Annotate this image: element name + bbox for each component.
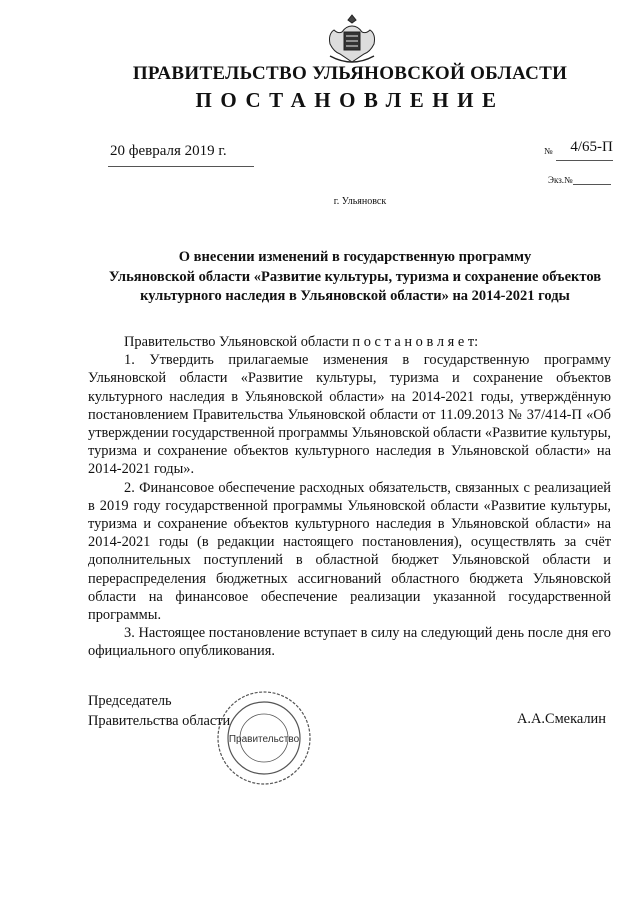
number-underline xyxy=(556,160,613,161)
paragraph-1: 1. Утвердить прилагаемые изменения в государственную программу Ульяновской области «Развитие культуры, туризма и сохранение объектов культурного наследия в Ульяновской области» на 2014-2021 годы, утверждённую постановлением Правительства Ульяновской области от 11.09.2013 № 37/414-П «Об утверждении государственной программы Ульяновской области «Развитие культуры, туризма и сохранение объектов культурного наследия в Ульяновской области» на 2014-2021 годы». xyxy=(88,352,611,478)
signatory-position xyxy=(88,691,230,731)
government-name: ПРАВИТЕЛЬСТВО УЛЬЯНОВСКОЙ ОБЛАСТИ xyxy=(132,63,568,84)
coat-of-arms-icon xyxy=(326,12,378,66)
copy-underline xyxy=(573,176,611,185)
position-line: Правительства области xyxy=(88,713,231,729)
paragraph-2: 2. Финансовое обеспечение расходных обязательств, связанных с реализацией в 2019 году государственной программы Ульяновской области «Развитие культуры, туризма и сохранение объектов культурного наследия в Ульяновской области» на 2014-2021 годы (в редакции настоящего постановления), осуществлять за счёт дополнительных поступлений в областной бюджет Ульяновской области и перераспределения бюджетных ассигнований областного бюджета Ульяновской области на финансовое обеспечение реализации указанной государственной программы. xyxy=(88,479,611,624)
stamp-text: Правительство xyxy=(228,734,300,745)
title-line: культурного наследия в Ульяновской области» на 2014-2021 годы xyxy=(140,288,570,304)
decree-date: 20 февраля 2019 г. xyxy=(110,143,227,159)
paragraph-3: 3. Настоящее постановление вступает в силу на следующий день после дня его официального опубликования. xyxy=(88,625,611,660)
decree-number: 4/65-П xyxy=(570,139,613,155)
title-line: Ульяновской области «Развитие культуры, туризма и сохранение объектов xyxy=(108,268,602,285)
number-sign: № xyxy=(544,146,553,156)
date-underline xyxy=(108,166,254,167)
document-body xyxy=(88,333,611,661)
signatory-name: А.А.Смекалин xyxy=(517,711,606,727)
position-line: Председатель xyxy=(88,693,172,709)
copy-label: Экз.№ xyxy=(548,175,573,185)
copy-number-block xyxy=(548,175,611,185)
intro-paragraph: Правительство Ульяновской области п о с т а н о в л я е т: xyxy=(124,334,479,350)
city: г. Ульяновск xyxy=(333,196,387,207)
document-type: ПОСТАНОВЛЕНИЕ xyxy=(195,88,505,112)
official-seal-icon xyxy=(215,689,313,787)
title-line: О внесении изменений в государственную программу xyxy=(178,249,532,265)
document-title xyxy=(75,248,635,307)
decree-number-block xyxy=(544,139,613,156)
